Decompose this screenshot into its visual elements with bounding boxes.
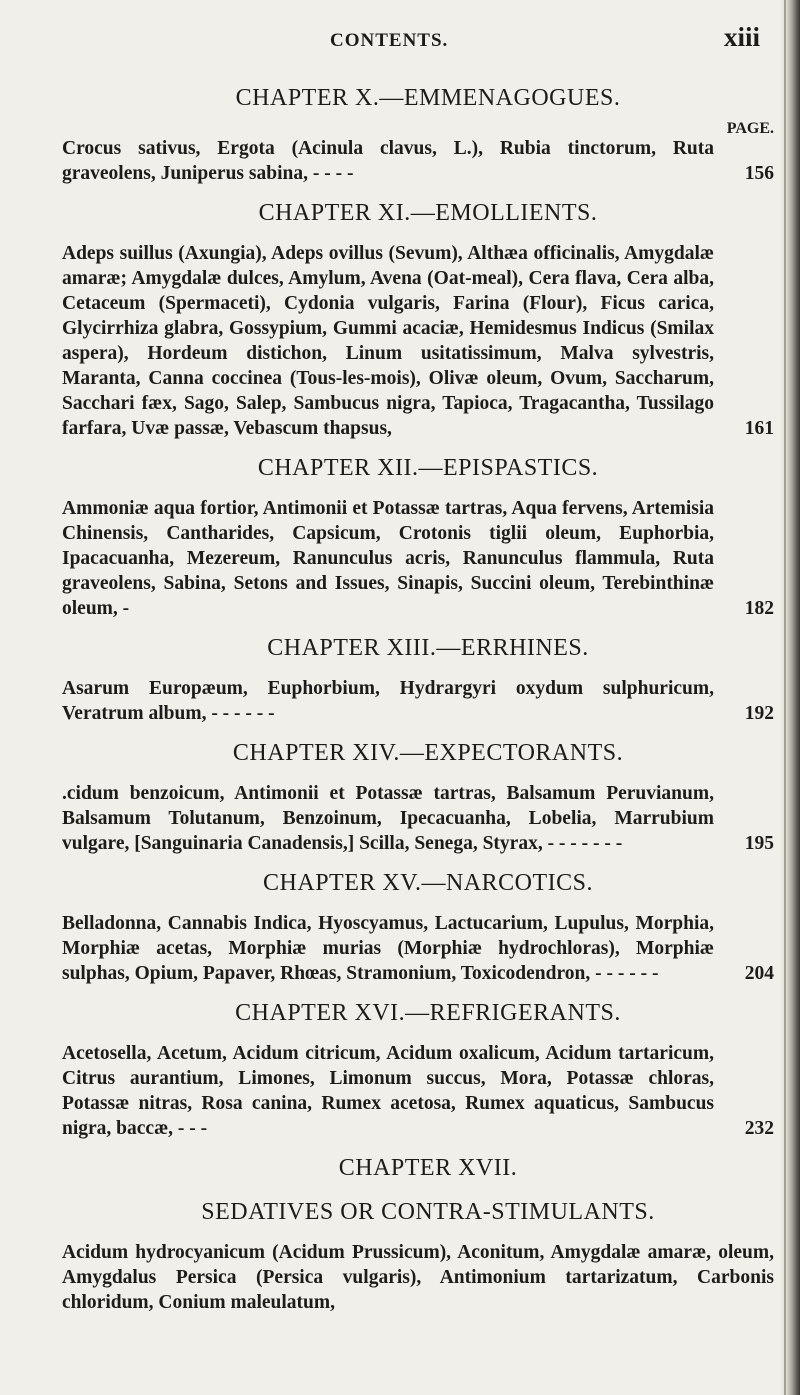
chapter-heading: CHAPTER XII.—EPISPASTICS.: [257, 455, 599, 481]
chapter-entries-text: Belladonna, Cannabis Indica, Hyoscyamus, Lactucarium, Lupulus, Morphia, Morphiæ acetas, Morphiæ murias (Morphiæ hydrochloras), Morphiæ sulphas, Opium, Papaver, Rhœas, Stramonium, Toxicodendron, - - - - - -: [62, 913, 714, 984]
chapter-heading: CHAPTER XI.—EMOLLIENTS.: [258, 200, 598, 226]
chapter-heading: CHAPTER X.—EMMENAGOGUES.: [235, 85, 621, 111]
chapter-section: [62, 867, 774, 986]
chapter-section: [62, 452, 774, 621]
chapter-entries: [62, 676, 774, 726]
book-spine-shadow: [780, 0, 800, 1395]
chapter-entries-text: Asarum Europæum, Euphorbium, Hydrargyri oxydum sulphuricum, Veratrum album, - - - - - -: [62, 678, 714, 724]
chapter-subtitle: SEDATIVES OR CONTRA-STIMULANTS.: [201, 1199, 655, 1225]
chapter-section: [62, 997, 774, 1141]
chapter-entries: [62, 1041, 774, 1141]
chapter-entries-text: .cidum benzoicum, Antimonii et Potassæ tartras, Balsamum Peruvianum, Balsamum Tolutanum, Benzoinum, Ipecacuanha, Lobelia, Marrubium vulgare, [Sanguinaria Canadensis,] Scilla, Senega, Styrax, - - - - - - -: [62, 783, 714, 854]
chapter-entries-text: Acidum hydrocyanicum (Acidum Prussicum), Aconitum, Amygdalæ amaræ, oleum, Amygdalus Persica (Persica vulgaris), Antimonium tartarizatum, Carbonis chloridum, Conium maleulatum,: [62, 1242, 774, 1313]
chapter-page-number: 204: [744, 963, 774, 984]
chapter-entries-text: Crocus sativus, Ergota (Acinula clavus, L.), Rubia tinctorum, Ruta graveolens, Juniperus sabina, - - - -: [62, 138, 714, 184]
chapter-heading: CHAPTER XIII.—ERRHINES.: [267, 635, 589, 661]
page-column-label: PAGE.: [726, 120, 774, 137]
chapter-heading: CHAPTER XV.—NARCOTICS.: [263, 870, 593, 896]
chapter-section: [62, 1152, 774, 1315]
chapter-section: [62, 632, 774, 726]
chapter-section: [62, 197, 774, 441]
chapter-page-number: 156: [744, 163, 774, 184]
chapter-entries: [62, 1240, 774, 1315]
chapter-page-number: 195: [744, 833, 774, 854]
chapter-entries-text: Acetosella, Acetum, Acidum citricum, Acidum oxalicum, Acidum tartaricum, Citrus aurantium, Limones, Limonum succus, Mora, Potassæ chloras, Potassæ nitras, Rosa canina, Rumex acetosa, Rumex aquaticus, Sambucus nigra, baccæ, - - -: [62, 1043, 714, 1139]
chapter-page-number: 182: [744, 598, 774, 619]
chapter-entries-text: Adeps suillus (Axungia), Adeps ovillus (Sevum), Althæa officinalis, Amygdalæ amaræ; Amygdalæ dulces, Amylum, Avena (Oat-meal), Cera flava, Cera alba, Cetaceum (Spermaceti), Cydonia vulgaris, Farina (Flour), Ficus carica, Glycirrhiza glabra, Gossypium, Gummi acaciæ, Hemidesmus Indicus (Smilax aspera), Hordeum distichon, Linum usitatissimum, Malva sylvestris, Maranta, Canna coccinea (Tous-les-mois), Olivæ oleum, Ovum, Saccharum, Sacchari fæx, Sago, Salep, Sambucus nigra, Tapioca, Tragacantha, Tussilago farfara, Uvæ passæ, Vebascum thapsus,: [62, 243, 714, 439]
chapter-section: [62, 737, 774, 856]
running-head-page-number: xiii: [723, 22, 760, 52]
chapter-entries-text: Ammoniæ aqua fortior, Antimonii et Potassæ tartras, Aqua fervens, Artemisia Chinensis, Cantharides, Capsicum, Crotonis tiglii oleum, Euphorbia, Ipacacuanha, Mezereum, Ranunculus acris, Ranunculus flammula, Ruta graveolens, Sabina, Setons and Issues, Sinapis, Succini oleum, Terebinthinæ oleum, -: [62, 498, 714, 619]
chapter-entries: [62, 241, 774, 441]
chapter-heading: CHAPTER XVII.: [338, 1155, 518, 1181]
chapter-entries: [62, 781, 774, 856]
book-spine-edge: [784, 0, 786, 1395]
chapter-entries: [62, 911, 774, 986]
chapter-heading: CHAPTER XVI.—REFRIGERANTS.: [235, 1000, 621, 1026]
chapter-page-number: 232: [744, 1118, 774, 1139]
chapter-section: [62, 82, 774, 186]
chapter-entries: [62, 496, 774, 621]
running-head: [330, 22, 760, 58]
chapter-page-number: 192: [744, 703, 774, 724]
chapter-heading: CHAPTER XIV.—EXPECTORANTS.: [232, 740, 624, 766]
contents-body: [62, 82, 774, 1326]
running-head-title: CONTENTS.: [330, 30, 449, 51]
chapter-entries: [62, 136, 774, 186]
chapter-page-number: 161: [744, 418, 774, 439]
